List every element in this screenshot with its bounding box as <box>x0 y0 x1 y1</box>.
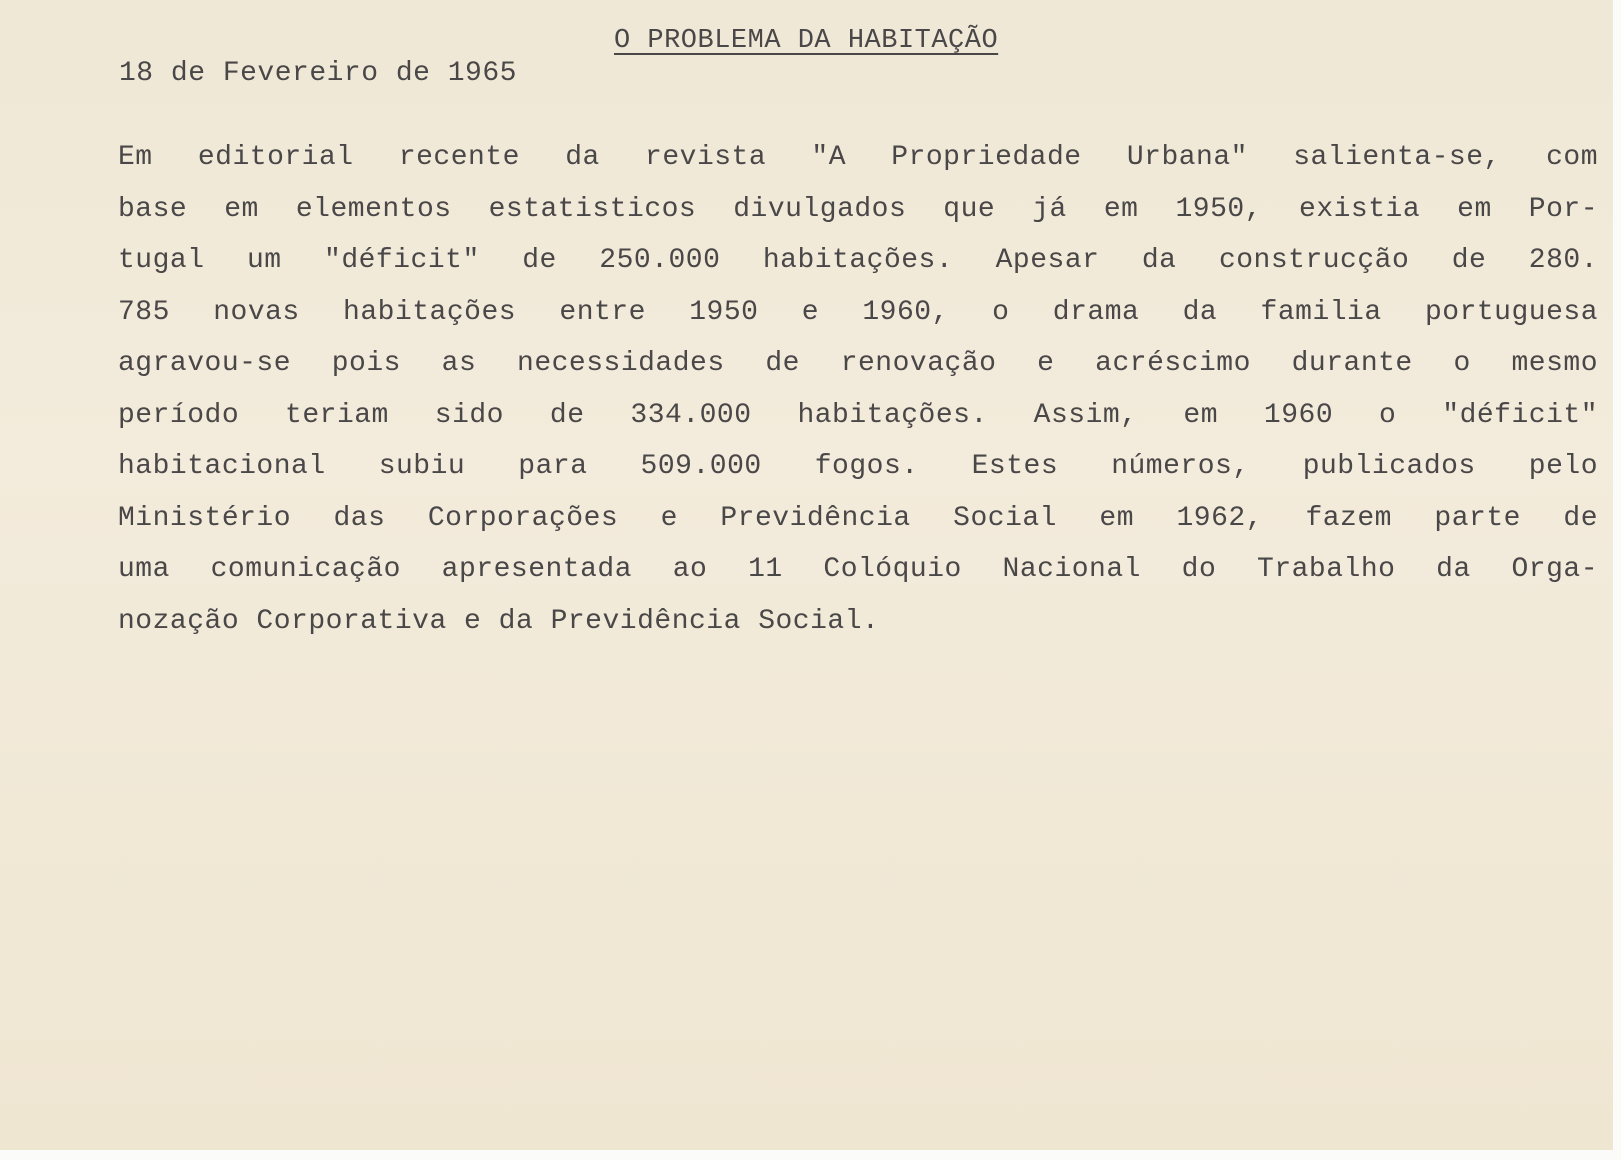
body-line: Ministério das Corporações e Previdência Social em 1962, fazem parte de <box>118 502 1598 534</box>
body-line: Em editorial recente da revista "A Propriedade Urbana" salienta-se, com <box>118 142 1598 173</box>
scan-margin-right <box>1613 0 1621 1160</box>
body-line: período teriam sido de 334.000 habitações. Assim, em 1960 o "déficit" <box>118 399 1598 431</box>
body-line: tugal um "déficit" de 250.000 habitações. Apesar da construcção de 280. <box>118 245 1598 276</box>
scan-margin-bottom <box>0 1150 1621 1160</box>
body-line: uma comunicação apresentada ao 11 Colóquio Nacional do Trabalho da Orga- <box>118 554 1598 585</box>
body-paragraph <box>118 132 1598 647</box>
body-line: habitacional subiu para 509.000 fogos. Estes números, publicados pelo <box>118 451 1598 482</box>
document-title: O PROBLEMA DA HABITAÇÃO <box>614 26 999 56</box>
body-line: base em elementos estatisticos divulgados que já em 1950, existia em Por- <box>118 193 1598 225</box>
body-line: agravou-se pois as necessidades de renovação e acréscimo durante o mesmo <box>118 348 1598 379</box>
body-line: nozação Corporativa e da Previdência Social. <box>118 605 880 637</box>
document-date: 18 de Fevereiro de 1965 <box>119 58 517 89</box>
body-line: 785 novas habitações entre 1950 e 1960, o drama da familia portuguesa <box>118 296 1598 328</box>
